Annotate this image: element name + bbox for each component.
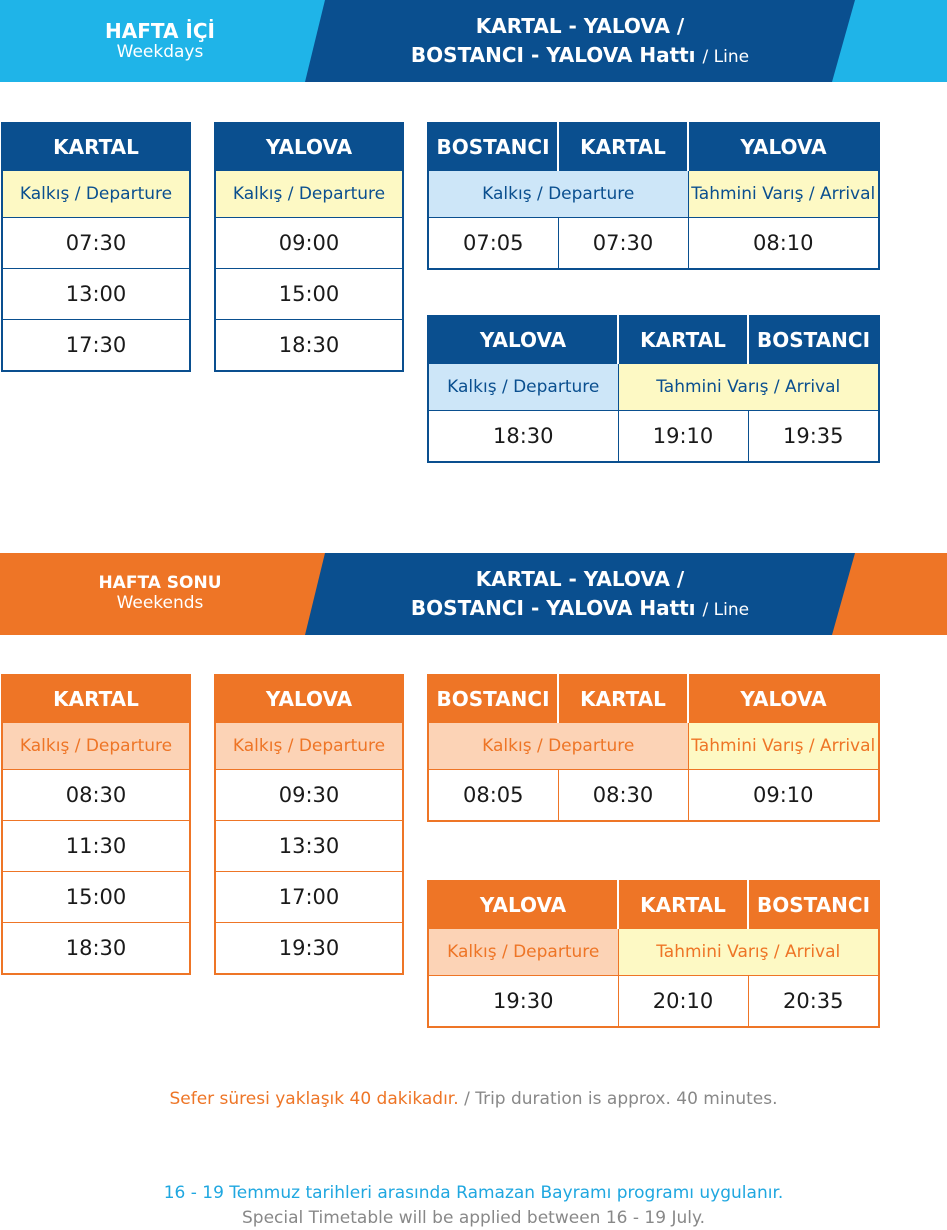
time-cell: 07:30: [558, 218, 688, 270]
weekend-kartal-table: [1, 674, 191, 975]
trip-duration-en: / Trip duration is approx. 40 minutes.: [464, 1089, 778, 1109]
time-cell: 19:10: [618, 411, 748, 463]
column-header: YALOVA: [215, 123, 403, 171]
weekend-label-en: Weekends: [116, 593, 204, 613]
weekday-bostanci-kartal-yalova-table: [427, 122, 880, 270]
arrival-label: Tahmini Varış / Arrival: [688, 723, 879, 770]
arrival-label: Tahmini Varış / Arrival: [688, 171, 879, 218]
weekday-title: [320, 0, 840, 82]
weekend-bostanci-kartal-yalova-table: [427, 674, 880, 822]
time-cell: 17:00: [215, 872, 403, 923]
time-cell: 07:30: [2, 218, 190, 269]
weekday-title-line2: BOSTANCI - YALOVA Hattı / Line: [410, 43, 750, 67]
arrival-label: Tahmini Varış / Arrival: [618, 364, 879, 411]
column-header: KARTAL: [618, 316, 748, 364]
weekend-title-line1: KARTAL - YALOVA /: [475, 567, 685, 591]
weekday-yalova-table: [214, 122, 404, 372]
departure-label: Kalkış / Departure: [428, 723, 688, 770]
holiday-note-tr: 16 - 19 Temmuz tarihleri arasında Ramazan Bayramı programı uygulanır.: [163, 1183, 784, 1203]
weekday-label: [40, 0, 280, 82]
column-header: KARTAL: [2, 675, 190, 723]
column-header: KARTAL: [618, 881, 748, 929]
departure-label: Kalkış / Departure: [2, 723, 190, 770]
time-cell: 15:00: [2, 872, 190, 923]
time-cell: 18:30: [2, 923, 190, 975]
time-cell: 19:30: [215, 923, 403, 975]
time-cell: 13:00: [2, 269, 190, 320]
departure-label: Kalkış / Departure: [215, 723, 403, 770]
column-header: YALOVA: [428, 881, 618, 929]
weekday-banner: [0, 0, 947, 82]
weekday-label-en: Weekdays: [116, 41, 204, 62]
column-header: YALOVA: [215, 675, 403, 723]
column-header: YALOVA: [688, 675, 879, 723]
weekday-title-line1: KARTAL - YALOVA /: [475, 14, 685, 38]
weekend-title: [320, 553, 840, 635]
departure-label: Kalkış / Departure: [428, 171, 688, 218]
time-cell: 07:05: [428, 218, 558, 270]
column-header: KARTAL: [2, 123, 190, 171]
weekend-label: [40, 553, 280, 635]
time-cell: 11:30: [2, 821, 190, 872]
time-cell: 08:30: [2, 770, 190, 821]
weekend-label-tr: HAFTA SONU: [98, 573, 222, 594]
departure-label: Kalkış / Departure: [428, 929, 618, 976]
time-cell: 20:35: [748, 976, 879, 1028]
time-cell: 09:00: [215, 218, 403, 269]
weekend-banner: [0, 553, 947, 635]
weekday-kartal-table: [1, 122, 191, 372]
time-cell: 15:00: [215, 269, 403, 320]
time-cell: 19:30: [428, 976, 618, 1028]
weekend-yalova-table: [214, 674, 404, 975]
trip-duration-note: [0, 1089, 947, 1109]
column-header: BOSTANCI: [428, 675, 558, 723]
time-cell: 09:10: [688, 770, 879, 822]
departure-label: Kalkış / Departure: [215, 171, 403, 218]
time-cell: 13:30: [215, 821, 403, 872]
column-header: KARTAL: [558, 123, 688, 171]
column-header: BOSTANCI: [748, 316, 879, 364]
time-cell: 08:05: [428, 770, 558, 822]
time-cell: 08:30: [558, 770, 688, 822]
time-cell: 18:30: [215, 320, 403, 372]
time-cell: 18:30: [428, 411, 618, 463]
holiday-note-en: Special Timetable will be applied between 16 - 19 July.: [241, 1208, 706, 1228]
weekend-title-line2: BOSTANCI - YALOVA Hattı / Line: [410, 596, 750, 620]
time-cell: 20:10: [618, 976, 748, 1028]
column-header: BOSTANCI: [428, 123, 558, 171]
column-header: KARTAL: [558, 675, 688, 723]
time-cell: 09:30: [215, 770, 403, 821]
time-cell: 17:30: [2, 320, 190, 372]
column-header: YALOVA: [428, 316, 618, 364]
weekend-yalova-kartal-bostanci-table: [427, 880, 880, 1028]
time-cell: 19:35: [748, 411, 879, 463]
weekday-yalova-kartal-bostanci-table: [427, 315, 880, 463]
time-cell: 08:10: [688, 218, 879, 270]
departure-label: Kalkış / Departure: [428, 364, 618, 411]
departure-label: Kalkış / Departure: [2, 171, 190, 218]
trip-duration-tr: Sefer süresi yaklaşık 40 dakikadır.: [169, 1089, 459, 1109]
column-header: YALOVA: [688, 123, 879, 171]
weekday-label-tr: HAFTA İÇİ: [105, 18, 215, 43]
arrival-label: Tahmini Varış / Arrival: [618, 929, 879, 976]
column-header: BOSTANCI: [748, 881, 879, 929]
